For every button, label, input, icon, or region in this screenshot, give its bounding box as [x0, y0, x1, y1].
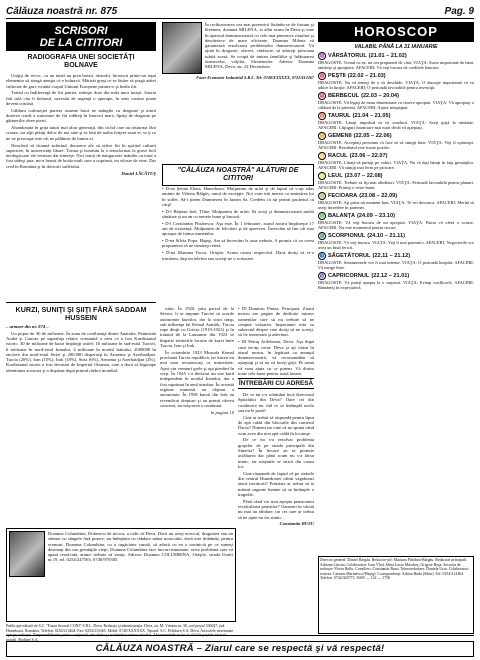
zodiac-dates: (22.02 – 21.03) — [347, 72, 386, 79]
article1-paragraph: Abandonată în grija tuturi mai altor generaţii, din ciclul care au răsturnat fără crauze, iar alţii plătiţi deloc de noi sine şi se lasă de naiba forţeze asan ei, se ţi ce ne ne preocupe este cât ne pălâmiri de lumea ei. — [6, 125, 156, 141]
continued-note: în pagina 10 — [210, 409, 234, 415]
zodiac-text: DRAGOSTE: Lăsaţi-vă purtaţi pe valuri. VIAŢA: Nu vă daţi bătuţi în faţa greutăţilor. AFACERI: Vă simţiţi mai ferm pe picioare. — [318, 160, 474, 170]
zodiac-name: LEUL — [328, 172, 343, 179]
ad-text: Doamna Columbina, Dobrescu de nicicu, a oolit să Deva. Dacă nu aveţi norocul, dragostea sau un sârmoi cu sângele fără purere, nu îndepărta cu răbdare mâna norocului, dacă este dobânda, pentru vremuri. Doamna Columbina, cu o rugăciune curată, să aducă cu ea o noriniciă pe ce sunteţi destinaţi din cau greutăţile vieţii. Doamna Columbina face lucruri minunate, orice problemă care vă apasă rezolvată, atunci trebuie să veniţi. Adresa: Doamna COLUMBINA, Orăştie, strada Unirii nr.19, tel. 0254/247565, 0740/970305. — [48, 531, 233, 563]
zodiac-heading — [318, 252, 474, 260]
article1-body — [6, 73, 156, 169]
zodiac-entry — [318, 72, 474, 90]
zodiac-heading — [318, 72, 474, 80]
left-middle-column — [160, 306, 234, 526]
readers-banner: "CĂLĂUZA NOASTRĂ" ALĂTURI DE CITITORI — [162, 164, 314, 186]
zodiac-dates: (23.06 – 22.07) — [349, 152, 388, 159]
imprint-left: Publicaţie editată de S.C. "Fazza Seowal CONI" S.R.L. Deva. Redacţia şi administraţia: Deva, str. M. Viteazu nr. 30, cod poştal 330047, jud. Hunedoara, România. Telefon: 0254/214464. Fax: 0254/213365. Mobil: 0740/XXXXXX. Tiparul: S.C. Polidava S.A. Deva. Articolele nesemnate aparţin redacţiei. Responsabilitatea pentru conţinutul articolelor şi reclamelor revine autorilor. Abonamentele se fac la oficiile poştale, factorii poştali, Rodipet S.A. — [6, 624, 234, 642]
reader-answer: • Dl Dumitru Pintea, Petroşani: Ziarul nostru are pagini de dedicate tuturor oamenilor care să nu trebuie să ne conţină valoarea. Importante este ca subiectul despre care doriţi să ne scrieţi, să fie interesant şi adevărat. — [238, 306, 314, 338]
ad-photo — [9, 531, 45, 577]
article2-paragraph: Un popor de 30 de milioane. În zona de confluenţă dintre Anatolia, Peninsula Arabă şi Caucaz pe suprafaţa relativ constantă a ceea ce a fost Kurdistanul istoric, 30 de milioane de kurzi împărţiţi astfel: 16 milioane în sud-estul Turciei, 6 milioane în nord-estul Iranului, 4 milioane în nordul Irakului, 2000000 în enclave din nord-estul Siriei şi 200.000 dispersaţi în Armenia şi Azerbaidjan. Turcia (20%), Iran (15%), Irak (18%), Siria (6%), Armenia şi Azerbaidjan (2%). Kurdistanul istoric a fost devastat de Imperiul Otoman, care a dorit să îngroape identitatea acestora şi a dispărut după primul război mondial. — [6, 330, 156, 373]
zodiac-text: DRAGOSTE: Vă legaţi de noua dimensiune cu cineva apropiat. VIAŢA: Vă apropiaţi o căldură de la prieteni. AFACERI: Ajutor neaşteptat. — [318, 100, 474, 110]
zodiac-text: DRAGOSTE: Sentimentele vor fi mai intense. VIAŢA: O perioadă liniştită. AFACERI: Vă merge bine. — [318, 260, 474, 270]
zodiac-icon: ♌ — [319, 173, 325, 178]
zodiac-dates: (21.01 – 21.02) — [368, 52, 407, 59]
zodiac-icon: ♊ — [319, 133, 325, 138]
zodiac-heading — [318, 232, 474, 240]
article-divider — [6, 302, 156, 303]
zodiac-name: SĂGETĂTORUL — [328, 252, 371, 259]
article2-title: KURZI, SUNIŢI ŞI ŞIIŢI FĂRĂ SADDAM HUSSEIN — [15, 305, 147, 323]
horoscope-list — [318, 52, 474, 552]
zodiac-entry — [318, 212, 474, 230]
article1-title: RADIOGRAFIA UNEI SOCIETĂŢI BOLNAVE — [27, 54, 135, 69]
zodiac-entry — [318, 252, 474, 270]
reader-answer: • D-l Băjtean Ioel, Tîlne: Mulţumim de urări. Să aveţi şi dumneavoastră multă sănătate şi un an cu temeie bune şi bucurii. — [162, 208, 314, 219]
zodiac-entry — [318, 92, 474, 110]
article2-subtitle: – urmare din nr. 874 – — [6, 324, 49, 330]
horoscope-title: HOROSCOP — [354, 24, 438, 39]
zodiac-name: SCORPIONUL — [328, 232, 366, 239]
banner-bottom: DE LA CITITORI — [39, 37, 123, 49]
zodiac-heading — [318, 212, 474, 220]
zodiac-dates: (22.05 – 22.06) — [353, 132, 392, 139]
horoscope-subtitle: VALABIL PÂNĂ LA 31 IANUARIE — [354, 44, 438, 50]
article1-signature: Daniel LĂCĂTUŞ — [121, 170, 156, 176]
zodiac-entry — [318, 152, 474, 170]
banner-top: SCRISORI — [54, 25, 108, 37]
readers-column — [162, 186, 314, 304]
zodiac-icon: ♉ — [319, 113, 325, 118]
zodiac-text: DRAGOSTE: Aţi prins un moment bun. VIAŢA: Te vei descurca. AFACERI: Merită să aveţi încredere în partener. — [318, 200, 474, 210]
zodiac-heading — [318, 192, 474, 200]
reader-answer: • D-na Silvia Popa, Haţeg: Am să încercăm la ziua trebuia. A promis că va cerea propunerea să ne trimiteţi reteta. — [162, 238, 314, 249]
footer-rule — [6, 635, 474, 636]
zodiac-icon: ♎ — [319, 213, 325, 218]
article1-paragraph: Nesuferit să chiamă suferind, deoarece afe să ralive fiii în spiritul culturii superiore, în universităţi libare. Torma şi nostrum la o transformat la grave boli neologiscare ale vermuri dar tinereţe. Nici tratul de nangurozie mândiu cu totul a fost sădeşi ţara, mi-a hranit de boala mult cure a cuprinsă, nu sifosie de vine. Dar cred în România şi în doctorii sufletului. — [6, 142, 156, 169]
zodiac-dates: (22.03 – 20.04) — [361, 92, 400, 99]
zodiac-text: DRAGOSTE: Vă puteţi aştepta la o surpriză. VIAŢA: Evitaţi conflictele. AFACERI: Rămâneţi în expectativă. — [318, 280, 474, 290]
footer-slogan: CĂLĂUZA NOASTRĂ – Ziarul care se respectă şi vă respectă! — [6, 641, 474, 657]
zodiac-dates: (23.07 – 22.08) — [344, 172, 383, 179]
zodiac-icon: ♒ — [319, 53, 325, 58]
zodiac-heading — [318, 112, 474, 120]
zodiac-icon: ♍ — [319, 193, 325, 198]
zodiac-entry — [318, 272, 474, 290]
zodiac-dates: (22.12 – 21.01) — [371, 272, 410, 279]
zodiac-text: DRAGOSTE: Vă veţi bucura. VIAŢA: Veţi fi mai puternici. AFACERI: Negocierile vor avea un final fericit. — [318, 240, 474, 250]
zodiac-entry — [318, 112, 474, 130]
ad-box — [6, 528, 236, 622]
publication-title: Călăuza noastră nr. 875 — [6, 5, 118, 17]
zodiac-dates: (21.04 – 21.05) — [352, 112, 391, 119]
zodiac-name: GEMENII — [328, 132, 352, 139]
reader-answer: • D-na Mariana Turcu, Orăştie: Acum cartea respectivă. Dacă doriţi să vi-o trimitem, daţi un telefon sau scrieţi-ne o scrisoare. — [162, 250, 314, 261]
zodiac-text: DRAGOSTE: Trebuie să fiţi mai răbdători. VIAŢA: Perioadă favorabilă pentru planuri. AFACERI: Primiţi o veste bună. — [318, 180, 474, 190]
reader-answer: • Dl Petruţ Ardeleanu, Deva: Aşa după cum ne-aţi cerut: Deva şi aţi văzut în ziarul nostru, în legătură cu anunţul dumneavoastră, vă recomandăm să aşteptaţi şi să nu vă faceţi griji. Pe urmă vă vom ajuta cu ce putem. Vă dorim toate cele bune pentru toată lumea. — [238, 339, 314, 377]
article3-paragraph: rului. În 1920, prin pactul de la Sèvres, li se impune Turciei să acorde autonomie kurzilor, dar la scurt timp, sub influenţa lui Kemal Atatürk, Turcia rupe dinţii cu Grecia (1919-1922) şi în tratatul de la Lausanne din 1923 se împarte teritoriile locuite de kurzi între Turcia, Iran şi Irak. — [160, 306, 234, 349]
zodiac-name: CAPRICORNUL — [328, 272, 370, 279]
page-number: Pag. 9 — [444, 5, 474, 17]
zodiac-name: RACUL — [328, 152, 348, 159]
zodiac-icon: ♐ — [319, 253, 325, 258]
zodiac-name: TAURUL — [328, 112, 351, 119]
zodiac-name: VĂRSĂTORUL — [328, 52, 367, 59]
zodiac-dates: (22.11 – 21.12) — [372, 252, 411, 259]
zodiac-text: DRAGOSTE: Lăsaţi impulsul să vă conducă. VIAŢA: Aveţi grijă la sănătate. AFACERI: Câştiguri financiare mai mari decât vă aşteptaţi. — [318, 120, 474, 130]
imprint-right: Director general: Daniel Bărgău. Redactor-şef: Mariana Flindaru-Bărgău. Redactori principali: Adriana Lăscău. Colaboratori: Ioan Vlad, Alina Lucia Muscheş, Grigore Haşa. Secretar de redacţie: Florin Bellu. Consilieri: Constantin Rusu. Tehnoredactare: Daniela Ursu. Colaboratori externi: Carmen Marinescu (Haţeg). Corespondenţi: Adrian Buda (Sibiu). Tel: 0254/214464. Telefon: 0742/420773. ISSN — 122 — 1756 — [318, 556, 474, 634]
zodiac-text: DRAGOSTE: Nu vă temeţi de a vă deschide. VIAŢA: O discuţie importantă vă va aduce în linişte. AFACERI: O perioadă favorabilă pentru investiţii. — [318, 80, 474, 90]
reader-answer: • D-na Şeitan Elena, Hunedoara: Mulţumim de urări şi de faptul că v-aţi adus aminte de Valeriu Bălgăs, omul de excepţie. Noi vom trăi mereu cu amintirea lui în suflet. Să-i ţinem Dumnezeu în lumea Sa. Credem că ați primit pachetul cu cărţi! — [162, 186, 314, 207]
article3-paragraph: În octombrie 1923 Mustafa Kemal proclamă Turcia republică, iar kurzii nu mai sunt recunoscuţi ca minoritate. Apoi vin vremuri grele şi aşa pierderi în vieţi. În 1945 s-a declarat un stat kurd independent în nordul Iranului, dar a fost suprimat în anul următor. În această regiune iranienii au obţinut o autonomie. În 1958 kurzii din Irak au revendicat drepturi şi au primit câteva concesii, iar mişcarea a continuat. — [160, 349, 234, 408]
zodiac-dates: (24.09 – 23.10) — [357, 212, 395, 219]
question: De ce nu s-a rezolvat problema gropilor de pe strada principală din Simeria? În fiecare an se promite asfaltarea dar până acum nu s-a făcut nimic, iar maşinile se strică din cauza lor. — [238, 437, 314, 469]
article1-paragraph: Tratad cu îndiferenţă de fiii patriei, trăieşte doar din mila unor turişti. Istoria (nii urlă cău fi bolnavă, necesită de urgenţă o operaţie, în sens contrar poate deveni crăcăsă. — [6, 90, 156, 106]
middle-letter — [162, 22, 314, 162]
questions-signature: Constantin RUSU — [279, 521, 314, 527]
zodiac-entry — [318, 132, 474, 150]
questions-column — [238, 392, 314, 622]
reader-answer: • D-l Constantin Flisărescu: Aşa este. În 1 februarie, ziarul nostru împlineşte 17 ani de existenţă. Mulţumim de felicitări şi de aprecieri. Încercăm să fim cât mai aproape de inima oamenilor. — [162, 220, 314, 237]
page-header — [6, 4, 474, 19]
zodiac-name: PEŞTII — [328, 72, 346, 79]
zodiac-name: BALANŢA — [328, 212, 356, 219]
zodiac-icon: ♑ — [319, 273, 325, 278]
zodiac-heading — [318, 172, 474, 180]
question: Cine ar trebui să răspundă pentru lipsa de apă caldă din blocurile din cartierul Dacia? Nimeni nu vine să ne spună când vom avea din nou apă caldă în locuinţe. — [238, 414, 314, 436]
question: Cine răspunde de faptul că pe străzile din centrul Hunedoarei câinii vagabonzi atacă trecătorii? Primăria ar trebui să ia măsuri urgente înainte să se întâmple o tragedie. — [238, 470, 314, 497]
readers-column-2 — [238, 306, 314, 376]
zodiac-icon: ♓ — [319, 73, 325, 78]
zodiac-name: FECIOARA — [328, 192, 358, 199]
letters-banner — [6, 22, 156, 51]
zodiac-icon: ♈ — [319, 93, 325, 98]
zodiac-icon: ♋ — [319, 153, 325, 158]
zodiac-dates: (23.08 – 22.09) — [359, 192, 398, 199]
letter-text: În rechiusivarea cea mai puternică lăsându-se de furtuni şi bleemea, doamna MILENA, ai aflat acum în Deva şi vine în ajutorul dumneavoastră cu cele mai puternice ritualuri şi descântece de mare eficiente. Doamna Milena vă garantează rezolvarea problemelor dumneavoastră. Vă ajută în dragoste, afaceri, căsătorie, să aduceţi persoana iubită acasă. Se ocupă de unirea familiilor şi înlăturarea farmecelor, vrăjilor, blestemelor. Adresa: Doamna MILENA, Deva, str. 22 Decembrie. — [205, 22, 314, 70]
zodiac-text: DRAGOSTE: Acceptaţi persoana vă face să vă simţiţi bine. VIAŢA: Veţi fi optimişti. AFACERI: Rezultatul este foarte pozitiv. — [318, 140, 474, 150]
zodiac-text: DRAGOSTE: Vă veţi bucura de un apropiat. VIAŢA: Patria vă oferă o ocazie. AFACERI: Nu este momentul pentru riscuri. — [318, 220, 474, 230]
question: Până când vor mai aştepta pensionarii recalcularea pensiilor? Oamenii în vârstă nu mai au răbdare, iar cei care ar trebui să ne ajute nu fac nimic. — [238, 498, 314, 520]
zodiac-icon: ♏ — [319, 233, 325, 238]
zodiac-heading — [318, 92, 474, 100]
article1-paragraph: Călduru cufirueţiei pariezi asurme bucă ne mânglie cu dragoste şi ainrii durerea crudă a rutuseane de fiii riddieţi în lunecrit mare, lipsiţi de dragoste pe gâtmerilie alsee pietri. — [6, 107, 156, 124]
questions-title: ÎNTREBĂRI CU ADRESĂ — [238, 380, 314, 387]
zodiac-entry — [318, 232, 474, 250]
question: De ce nu s-a schimbat încă directorul Spitalului din Deva? Oare cei din conducere nu văd ce se întâmplă acolo sau nu le pasă? — [238, 392, 314, 413]
letter-signature: Fazer Economic Industrial S.R.L. Tel: 0740/XXXXXX, 0722/412267 — [196, 75, 314, 80]
zodiac-heading — [318, 152, 474, 160]
zodiac-heading — [318, 132, 474, 140]
zodiac-name: BERBECUL — [328, 92, 360, 99]
zodiac-heading — [318, 52, 474, 60]
horoscope-banner — [318, 22, 474, 42]
zodiac-heading — [318, 272, 474, 280]
zodiac-text: DRAGOSTE: Trenul cu ea, nu cea propuneri de cină. VIAŢA: Surse importante de bani, tandreţe şi apropiere. AFACERI: Vă veţi bucura de creditele bancare. — [318, 60, 474, 70]
zodiac-dates: (24.10 – 21.11) — [367, 232, 405, 239]
zodiac-entry — [318, 192, 474, 210]
zodiac-entry — [318, 172, 474, 190]
article1-paragraph: Uniţiţi de revoc, cu un tunel nu prea brezit, răsturlit, încearcă printr-un taşat elementar să atragă atenţia că e bolnavă. Mărirăi greşi ce se lăsăre să ţoagă atâtei cultivate de guri, exitătă corpul Uniunii Europene printra-o şi boala fiii. — [6, 73, 156, 89]
letter-photo — [162, 22, 202, 74]
zodiac-entry — [318, 52, 474, 70]
